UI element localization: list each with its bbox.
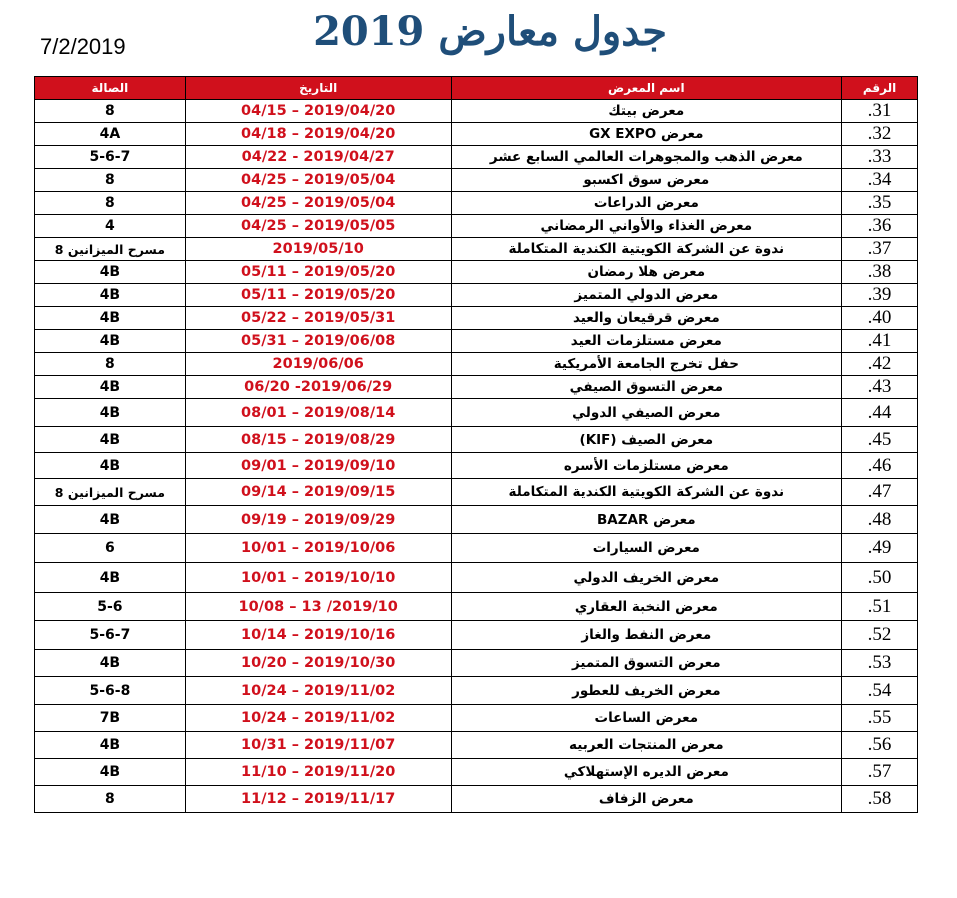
cell-number: .57	[842, 759, 918, 786]
cell-hall: 4B	[35, 307, 186, 330]
table-body	[35, 100, 918, 813]
table-row	[35, 353, 918, 376]
table-row	[35, 100, 918, 123]
cell-hall: 5-6	[35, 593, 186, 621]
table-row	[35, 621, 918, 650]
cell-exhibition-name: معرض الخريف للعطور	[451, 677, 842, 705]
cell-number: .42	[842, 353, 918, 376]
cell-hall: 4B	[35, 427, 186, 453]
cell-number: .44	[842, 399, 918, 427]
cell-dates: 10/31 – 2019/11/07	[185, 732, 451, 759]
cell-dates: 09/01 – 2019/09/10	[185, 453, 451, 479]
cell-number: .58	[842, 786, 918, 813]
table-row	[35, 330, 918, 353]
cell-number: .31	[842, 100, 918, 123]
cell-exhibition-name: معرض النفط والغاز	[451, 621, 842, 650]
cell-number: .38	[842, 261, 918, 284]
cell-hall: 5-6-8	[35, 677, 186, 705]
cell-dates: 05/11 – 2019/05/20	[185, 284, 451, 307]
cell-number: .32	[842, 123, 918, 146]
cell-exhibition-name: معرض مستلزمات العيد	[451, 330, 842, 353]
cell-exhibition-name: معرض الديره الإستهلاكي	[451, 759, 842, 786]
cell-dates: 05/31 – 2019/06/08	[185, 330, 451, 353]
cell-exhibition-name: معرض الزفاف	[451, 786, 842, 813]
cell-dates: 11/10 – 2019/11/20	[185, 759, 451, 786]
cell-dates: 10/08 – 13 /2019/10	[185, 593, 451, 621]
cell-hall: 8	[35, 192, 186, 215]
table-row	[35, 123, 918, 146]
cell-number: .48	[842, 506, 918, 534]
cell-dates: 2019/06/06	[185, 353, 451, 376]
cell-exhibition-name: معرض الساعات	[451, 705, 842, 732]
cell-exhibition-name: معرض BAZAR	[451, 506, 842, 534]
cell-number: .40	[842, 307, 918, 330]
cell-dates: 04/25 – 2019/05/04	[185, 192, 451, 215]
cell-dates: 11/12 – 2019/11/17	[185, 786, 451, 813]
cell-exhibition-name: معرض الصيف (KIF)	[451, 427, 842, 453]
table-row	[35, 705, 918, 732]
table-row	[35, 534, 918, 563]
cell-hall: 7B	[35, 705, 186, 732]
table-row	[35, 453, 918, 479]
cell-exhibition-name: معرض الغذاء والأواني الرمضاني	[451, 215, 842, 238]
table-row	[35, 650, 918, 677]
cell-exhibition-name: معرض الدولي المتميز	[451, 284, 842, 307]
cell-number: .39	[842, 284, 918, 307]
cell-hall: مسرح الميزانين 8	[35, 479, 186, 506]
cell-dates: 2019/05/10	[185, 238, 451, 261]
table-row	[35, 399, 918, 427]
cell-number: .45	[842, 427, 918, 453]
column-header-dates: التاريخ	[185, 77, 451, 100]
cell-dates: 04/25 – 2019/05/05	[185, 215, 451, 238]
cell-exhibition-name: معرض GX EXPO	[451, 123, 842, 146]
cell-dates: 10/14 – 2019/10/16	[185, 621, 451, 650]
cell-exhibition-name: معرض المنتجات العربيه	[451, 732, 842, 759]
cell-hall: 8	[35, 353, 186, 376]
cell-number: .35	[842, 192, 918, 215]
cell-number: .47	[842, 479, 918, 506]
cell-hall: 4B	[35, 399, 186, 427]
cell-exhibition-name: معرض قرقيعان والعيد	[451, 307, 842, 330]
cell-number: .33	[842, 146, 918, 169]
cell-hall: 4B	[35, 650, 186, 677]
cell-hall: 6	[35, 534, 186, 563]
cell-number: .56	[842, 732, 918, 759]
cell-hall: 4B	[35, 284, 186, 307]
cell-dates: 08/15 – 2019/08/29	[185, 427, 451, 453]
table-row	[35, 427, 918, 453]
cell-number: .50	[842, 563, 918, 593]
cell-number: .55	[842, 705, 918, 732]
cell-hall: 8	[35, 786, 186, 813]
cell-exhibition-name: معرض الذهب والمجوهرات العالمي السابع عشر	[451, 146, 842, 169]
cell-hall: 5-6-7	[35, 146, 186, 169]
cell-hall: 4B	[35, 759, 186, 786]
cell-hall: 8	[35, 100, 186, 123]
cell-dates: 04/18 – 2019/04/20	[185, 123, 451, 146]
cell-dates: 10/01 – 2019/10/10	[185, 563, 451, 593]
cell-dates: 09/14 – 2019/09/15	[185, 479, 451, 506]
page-title: جدول معارض 2019	[313, 8, 667, 55]
column-header-name: اسم المعرض	[451, 77, 842, 100]
cell-exhibition-name: معرض بيتك	[451, 100, 842, 123]
table-row	[35, 786, 918, 813]
cell-hall: 4B	[35, 732, 186, 759]
cell-hall: 4B	[35, 506, 186, 534]
cell-dates: 10/24 – 2019/11/02	[185, 677, 451, 705]
table-row	[35, 593, 918, 621]
cell-exhibition-name: معرض الخريف الدولي	[451, 563, 842, 593]
table-row	[35, 238, 918, 261]
cell-number: .49	[842, 534, 918, 563]
cell-exhibition-name: معرض مستلزمات الأسره	[451, 453, 842, 479]
cell-number: .46	[842, 453, 918, 479]
cell-number: .53	[842, 650, 918, 677]
table-row	[35, 759, 918, 786]
table-row	[35, 563, 918, 593]
cell-dates: 06/20 -2019/06/29	[185, 376, 451, 399]
table-header-row	[35, 77, 918, 100]
cell-exhibition-name: ندوة عن الشركة الكويتية الكندية المتكاملة	[451, 479, 842, 506]
column-header-number: الرقم	[842, 77, 918, 100]
table-row	[35, 192, 918, 215]
cell-exhibition-name: معرض هلا رمضان	[451, 261, 842, 284]
cell-exhibition-name: معرض النخبة العقاري	[451, 593, 842, 621]
cell-exhibition-name: معرض التسوق الصيفي	[451, 376, 842, 399]
exhibitions-table	[34, 76, 918, 813]
cell-exhibition-name: حفل تخرج الجامعة الأمريكية	[451, 353, 842, 376]
cell-dates: 10/24 – 2019/11/02	[185, 705, 451, 732]
table-row	[35, 479, 918, 506]
cell-number: .51	[842, 593, 918, 621]
cell-exhibition-name: معرض سوق اكسبو	[451, 169, 842, 192]
table-row	[35, 284, 918, 307]
cell-hall: 4	[35, 215, 186, 238]
cell-number: .54	[842, 677, 918, 705]
cell-exhibition-name: معرض السيارات	[451, 534, 842, 563]
cell-dates: 04/25 – 2019/05/04	[185, 169, 451, 192]
cell-exhibition-name: معرض الدراعات	[451, 192, 842, 215]
cell-dates: 05/11 – 2019/05/20	[185, 261, 451, 284]
table-row	[35, 169, 918, 192]
cell-number: .37	[842, 238, 918, 261]
cell-dates: 05/22 – 2019/05/31	[185, 307, 451, 330]
cell-number: .41	[842, 330, 918, 353]
cell-dates: 09/19 – 2019/09/29	[185, 506, 451, 534]
cell-dates: 10/20 – 2019/10/30	[185, 650, 451, 677]
cell-dates: 08/01 – 2019/08/14	[185, 399, 451, 427]
table-row	[35, 732, 918, 759]
cell-exhibition-name: معرض الصيفي الدولي	[451, 399, 842, 427]
cell-hall: 4B	[35, 453, 186, 479]
table-row	[35, 307, 918, 330]
table-row	[35, 677, 918, 705]
table-row	[35, 146, 918, 169]
cell-dates: 04/22 - 2019/04/27	[185, 146, 451, 169]
column-header-hall: الصالة	[35, 77, 186, 100]
document-date: 7/2/2019	[40, 34, 126, 59]
cell-number: .43	[842, 376, 918, 399]
cell-hall: 4B	[35, 330, 186, 353]
cell-hall: مسرح الميزانين 8	[35, 238, 186, 261]
cell-dates: 04/15 – 2019/04/20	[185, 100, 451, 123]
cell-number: .34	[842, 169, 918, 192]
cell-exhibition-name: ندوة عن الشركة الكويتية الكندية المتكاملة	[451, 238, 842, 261]
cell-hall: 4B	[35, 261, 186, 284]
table-row	[35, 261, 918, 284]
cell-hall: 4B	[35, 376, 186, 399]
table-row	[35, 506, 918, 534]
cell-hall: 4B	[35, 563, 186, 593]
table-row	[35, 215, 918, 238]
cell-hall: 5-6-7	[35, 621, 186, 650]
cell-hall: 8	[35, 169, 186, 192]
cell-dates: 10/01 – 2019/10/06	[185, 534, 451, 563]
table-row	[35, 376, 918, 399]
cell-number: .36	[842, 215, 918, 238]
cell-exhibition-name: معرض التسوق المتميز	[451, 650, 842, 677]
cell-hall: 4A	[35, 123, 186, 146]
cell-number: .52	[842, 621, 918, 650]
